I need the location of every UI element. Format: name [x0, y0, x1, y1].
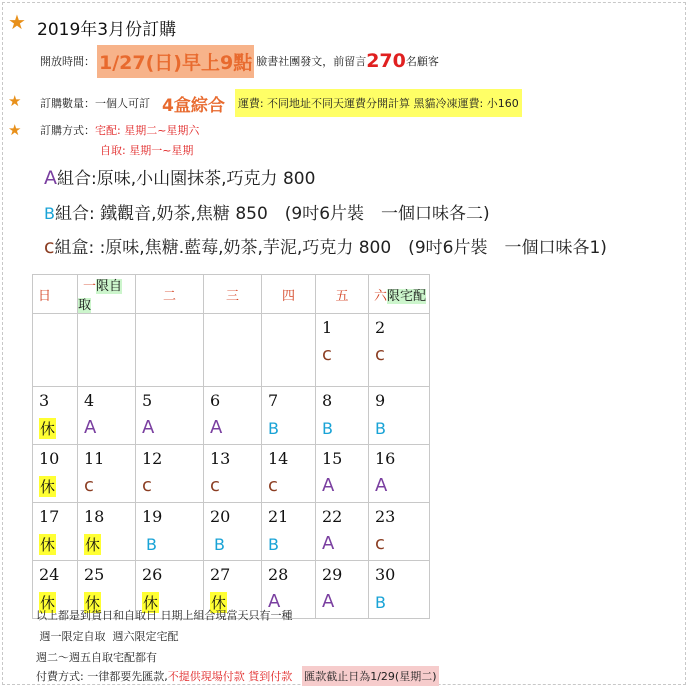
calendar-day-cell — [33, 445, 78, 503]
combo-mark: B — [146, 535, 157, 554]
calendar-day-number: 22 — [322, 507, 343, 526]
combo-mark: A — [375, 475, 388, 496]
combo-b — [44, 199, 490, 224]
calendar-day-number: 25 — [84, 565, 105, 584]
open-time-post: 臉書社團發文，前留言 — [256, 55, 367, 68]
calendar-day-number: 15 — [322, 449, 343, 468]
calendar-day-number: 2 — [375, 318, 386, 337]
calendar-day-cell — [262, 387, 316, 445]
quantity-label: 訂購數量：一個人可訂 — [40, 97, 150, 110]
calendar-day-number: 10 — [39, 449, 60, 468]
calendar-day-cell — [369, 445, 430, 503]
calendar-header-day: 三 — [225, 288, 239, 304]
calendar-day-number: 5 — [142, 391, 153, 410]
combo-mark: B — [214, 535, 225, 554]
combo-mark: c — [375, 344, 385, 365]
open-time-highlight: 1/27(日)早上9點 — [97, 45, 254, 78]
calendar-day-number: 28 — [268, 565, 289, 584]
rest-day-mark: 休 — [40, 594, 56, 612]
calendar-table — [32, 274, 430, 619]
page-title: 2019年3月份訂購 — [37, 20, 177, 40]
combo-mark: B — [322, 419, 333, 438]
calendar-day-number: 21 — [268, 507, 289, 526]
star-icon: ★ — [8, 92, 22, 110]
calendar-day-cell — [204, 387, 262, 445]
combo-c — [44, 233, 607, 258]
calendar-header-note: 限宅配 — [387, 288, 427, 304]
combo-a-letter: A — [44, 167, 57, 189]
combo-a — [44, 164, 315, 189]
calendar-day-cell — [316, 387, 369, 445]
calendar-day-cell — [136, 445, 204, 503]
calendar-header-cell — [262, 275, 316, 314]
calendar-day-number: 20 — [210, 507, 231, 526]
calendar-day-number: 29 — [322, 565, 343, 584]
calendar-day-cell — [204, 445, 262, 503]
calendar-day-number: 24 — [39, 565, 60, 584]
calendar-header-day: 二 — [162, 288, 176, 304]
calendar-day-number: 26 — [142, 565, 163, 584]
calendar-day-number: 7 — [268, 391, 279, 410]
calendar-day-number: 13 — [210, 449, 231, 468]
calendar-day-cell — [204, 503, 262, 561]
calendar-day-number: 30 — [375, 565, 396, 584]
note-line-1: 以上都是到貨日和自取日 日期上組合現當天只有一種 — [36, 609, 293, 622]
rest-day-mark: 休 — [40, 478, 56, 496]
calendar-day-cell — [136, 387, 204, 445]
calendar-day-cell — [369, 387, 430, 445]
calendar-day-cell — [262, 503, 316, 561]
combo-mark: A — [322, 475, 335, 496]
calendar-day-number: 16 — [375, 449, 396, 468]
calendar-day-cell — [316, 561, 369, 619]
rest-day-mark: 休 — [211, 594, 227, 612]
calendar-header-cell — [369, 275, 430, 314]
calendar-day-cell — [262, 445, 316, 503]
combo-mark: c — [142, 475, 152, 496]
rest-day-mark: 休 — [85, 536, 101, 554]
star-icon: ★ — [8, 10, 26, 34]
calendar-header-day: 日 — [38, 288, 52, 304]
rest-day-mark: 休 — [85, 594, 101, 612]
calendar-day-number: 14 — [268, 449, 289, 468]
calendar-empty-cell — [204, 314, 262, 387]
combo-mark: c — [268, 475, 278, 496]
combo-mark: B — [375, 419, 386, 438]
calendar-day-cell — [136, 503, 204, 561]
calendar-day-number: 12 — [142, 449, 163, 468]
shipping-info: 運費: 不同地址不同天運費分開計算 黑貓冷凍運費: 小160 — [235, 89, 522, 117]
combo-mark: A — [268, 591, 281, 612]
calendar-day-cell — [369, 561, 430, 619]
open-time-line — [40, 44, 439, 78]
payment-line — [36, 666, 439, 686]
calendar-day-cell — [316, 445, 369, 503]
order-method-pickup: 自取: 星期一~星期 — [100, 144, 194, 157]
calendar-day-number: 11 — [84, 449, 105, 468]
calendar-header-day: 五 — [335, 288, 349, 304]
calendar-empty-cell — [33, 314, 78, 387]
combo-mark: c — [210, 475, 220, 496]
note-line-2: 週一限定自取 週六限定宅配 — [36, 630, 179, 643]
order-method-delivery: 宅配: 星期二~星期六 — [95, 124, 200, 137]
payment-warning: 不提供現場付款 貨到付款 — [167, 670, 293, 683]
combo-c-letter: c — [44, 236, 55, 258]
combo-mark: A — [322, 591, 335, 612]
calendar-header-day: 六 — [374, 288, 388, 304]
rest-day-mark: 休 — [143, 594, 159, 612]
combo-b-letter: B — [44, 204, 55, 223]
calendar-day-number: 4 — [84, 391, 95, 410]
order-method-label: 訂購方式： — [40, 124, 95, 137]
customer-count: 270 — [366, 50, 406, 72]
calendar-day-number: 8 — [322, 391, 333, 410]
combo-mark: A — [142, 417, 155, 438]
calendar-day-cell — [316, 503, 369, 561]
calendar-day-cell — [369, 503, 430, 561]
rest-day-mark: 休 — [40, 536, 56, 554]
calendar-header-note: 限自取 — [78, 279, 123, 313]
open-time-label: 開放時間： — [40, 55, 95, 68]
calendar-day-cell — [78, 503, 136, 561]
calendar-day-cell — [33, 387, 78, 445]
calendar-day-cell — [78, 387, 136, 445]
combo-mark: c — [322, 344, 332, 365]
calendar-empty-cell — [78, 314, 136, 387]
calendar-day-number: 1 — [322, 318, 333, 337]
calendar-header-day: 四 — [281, 288, 295, 304]
calendar-day-number: 17 — [39, 507, 60, 526]
calendar-day-cell — [369, 314, 430, 387]
calendar-header-cell — [204, 275, 262, 314]
calendar-empty-cell — [262, 314, 316, 387]
rest-day-mark: 休 — [40, 420, 56, 438]
quantity-line — [40, 88, 522, 118]
calendar-day-number: 9 — [375, 391, 386, 410]
calendar-header-cell — [33, 275, 78, 314]
calendar-header-cell — [136, 275, 204, 314]
combo-mark: B — [268, 419, 279, 438]
calendar-day-number: 3 — [39, 391, 50, 410]
combo-mark: c — [375, 533, 385, 554]
calendar-header-cell — [78, 275, 136, 314]
calendar-header-day: 一 — [83, 279, 97, 294]
star-icon: ★ — [8, 121, 22, 139]
calendar-day-cell — [33, 503, 78, 561]
combo-mark: A — [322, 533, 335, 554]
combo-mark: B — [268, 535, 279, 554]
combo-mark: A — [84, 417, 97, 438]
open-time-suffix: 名顧客 — [405, 55, 439, 68]
note-line-3: 週二～週五自取宅配都有 — [36, 651, 157, 664]
calendar-day-number: 27 — [210, 565, 231, 584]
calendar-day-number: 18 — [84, 507, 105, 526]
payment-label: 付費方式: 一律都要先匯款, — [36, 670, 168, 683]
calendar-day-cell — [78, 445, 136, 503]
combo-mark: B — [375, 593, 386, 612]
calendar-day-cell — [316, 314, 369, 387]
calendar-day-number: 19 — [142, 507, 163, 526]
combo-c-text: 組盒: :原味,焦糖.藍莓,奶茶,芋泥,巧克力 800 (9吋6片裝 一個口味各1) — [54, 238, 607, 258]
quantity-highlight: 4盒綜合 — [162, 95, 225, 116]
calendar-header-cell — [316, 275, 369, 314]
payment-deadline: 匯款截止日為1/29(星期二) — [302, 666, 438, 686]
combo-mark: c — [84, 475, 94, 496]
calendar-empty-cell — [136, 314, 204, 387]
combo-a-text: 組合:原味,小山園抹茶,巧克力 800 — [57, 169, 316, 189]
calendar-day-number: 6 — [210, 391, 221, 410]
combo-mark: A — [210, 417, 223, 438]
order-method — [40, 122, 199, 138]
calendar-day-number: 23 — [375, 507, 396, 526]
combo-b-text: 組合: 鐵觀音,奶茶,焦糖 850 (9吋6片裝 一個口味各二) — [54, 204, 490, 224]
